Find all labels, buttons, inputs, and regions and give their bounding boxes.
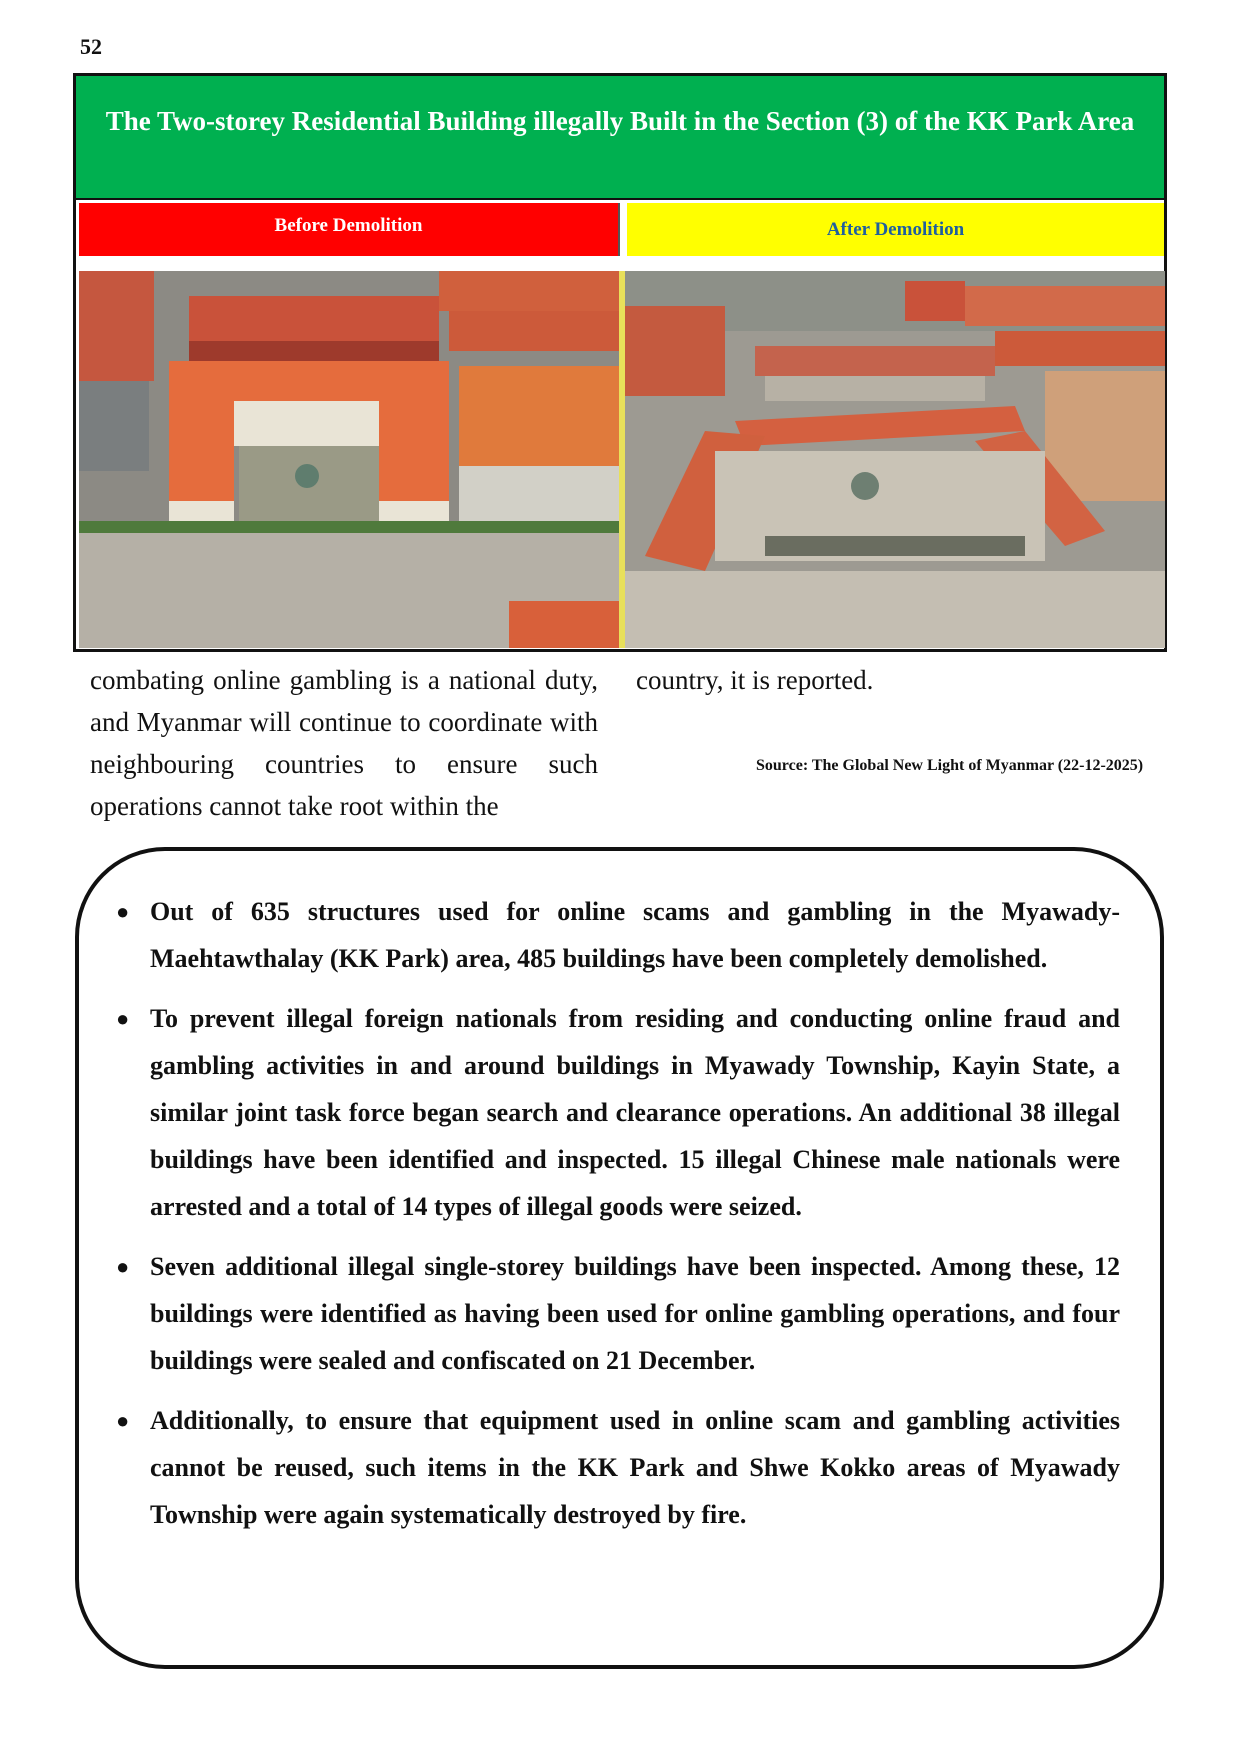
before-demolition-photo (79, 271, 619, 648)
summary-item: ● To prevent illegal foreign nationals from residing and conducting online fraud and gambling activities in and around buildings in Myawady Township, Kayin State, a similar joint task force began search and clearance operations. An additional 38 illegal buildings have been identified and inspected. 15 illegal Chinese male nationals were arrested and a total of 14 types of illegal goods were seized. (150, 995, 1120, 1230)
article-left-column (90, 659, 598, 827)
bullet-icon: ● (116, 1408, 130, 1433)
summary-item: ● Out of 635 structures used for online scams and gambling in the Myawady-Maehtawthalay (KK Park) area, 485 buildings have been completely demolished. (150, 888, 1120, 982)
summary-list (116, 888, 1120, 1551)
figure-panel (73, 73, 1167, 652)
before-demolition-label: Before Demolition (79, 203, 620, 256)
bullet-icon: ● (116, 1254, 130, 1279)
after-demolition-label: After Demolition (627, 203, 1164, 256)
bullet-icon: ● (116, 899, 130, 924)
article-right-column: country, it is reported. (636, 665, 874, 695)
summary-item: ● Seven additional illegal single-storey buildings have been inspected. Among these, 12 buildings were identified as having been used for online gambling operations, and four buildings were sealed and confiscated on 21 December. (150, 1243, 1120, 1384)
article-text-left: combating online gambling is a national duty, and Myanmar will continue to coordinate with neighbouring countries to ensure such operations cannot take root within the (90, 665, 598, 821)
summary-item: ● Additionally, to ensure that equipment used in online scam and gambling activities cannot be reused, such items in the KK Park and Shwe Kokko areas of Myawady Township were again systematically destroyed by fire. (150, 1397, 1120, 1538)
bullet-icon: ● (116, 1006, 130, 1031)
page-number: 52 (80, 34, 102, 59)
source-citation: Source: The Global New Light of Myanmar (22-12-2025) (756, 757, 1144, 774)
after-demolition-photo (625, 271, 1165, 648)
figure-title: The Two-storey Residential Building illegally Built in the Section (3) of the KK Park Area (76, 76, 1164, 200)
